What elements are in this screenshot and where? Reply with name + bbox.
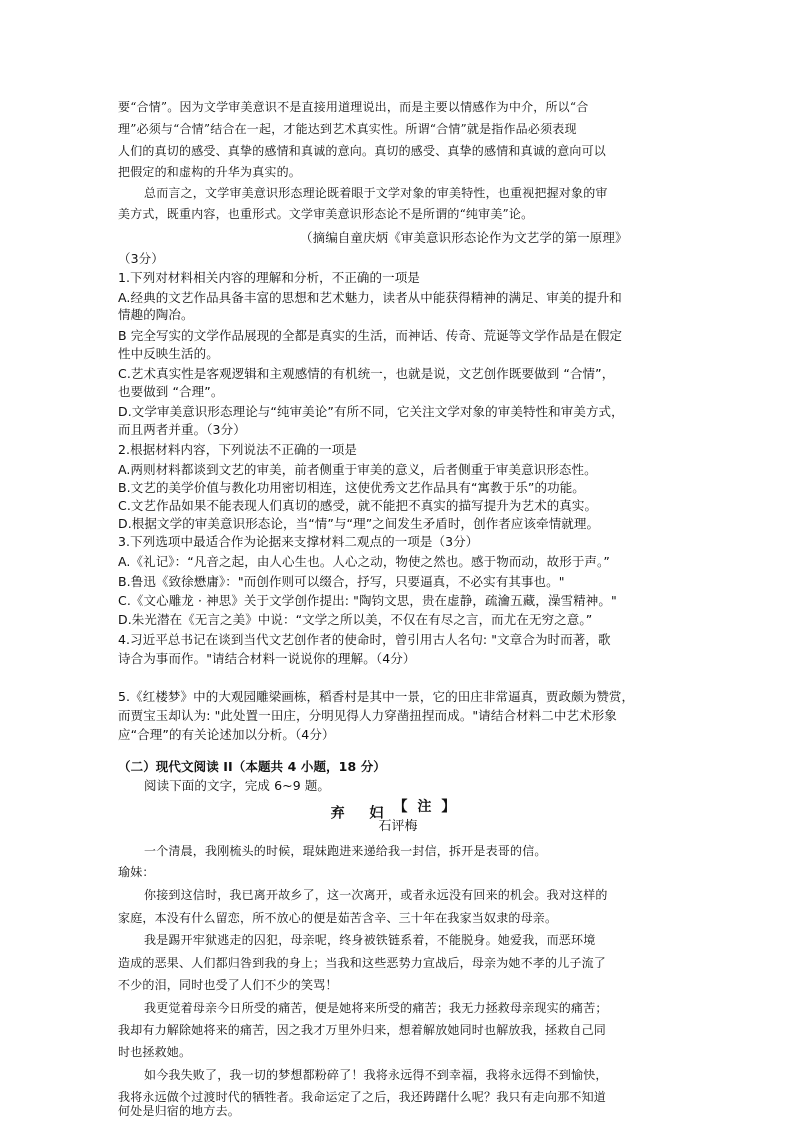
section2-heading: （二）现代文阅读 II（本题共 4 小题，18 分）	[118, 759, 386, 774]
question-line: 3.下列选项中最适合作为论据来支撑材料二观点的一项是（3分）	[118, 534, 479, 549]
story-line: 如今我失败了，我一切的梦想都粉碎了！我将永远得不到幸福，我将永远得不到愉快，	[144, 1068, 608, 1082]
question-line: B 完全写实的文学作品展现的全都是真实的生活，而神话、传奇、荒诞等文学作品是在假定	[118, 328, 623, 343]
passage1-line: 美方式，既重内容，也重形式。文学审美意识形态论不是所谓的“纯审美”论。	[118, 207, 534, 221]
story-title-note: 【注】	[393, 799, 466, 815]
story-line: 一个清晨，我刚梳头的时候，琨妹跑进来递给我一封信，拆开是表哥的信。	[144, 844, 547, 858]
story-line: 我是踢开牢狱逃走的囚犯，母亲呢，终身被铁链系着，不能脱身。她爱我，而恶环境	[144, 933, 596, 947]
question-line: C.艺术真实性是客观逻辑和主观感情的有机统一，也就是说，文艺创作既要做到 “合情”，	[118, 366, 615, 381]
story-line: 不少的泪，同时也受了人们不少的笑骂！	[118, 978, 338, 992]
story-line: 家庭，本没有什么留恋，所不放心的便是茹苦含辛、三十年在我家当奴隶的母亲。	[118, 911, 558, 925]
passage1-source: （摘编自童庆炳《审美意识形态论作为文艺学的第一原理》	[300, 230, 628, 245]
passage1-line: 人们的真切的感受、真挚的感情和真诚的意向。真切的感受、真挚的感情和真诚的意向可以	[118, 144, 607, 158]
story-line: 时也拯救她。	[118, 1045, 192, 1059]
question-line: A.经典的文艺作品具备丰富的思想和艺术魅力，读者从中能获得精神的满足、审美的提升和	[118, 290, 622, 305]
story-line: 造成的恶果、人们都归咎到我的身上；当我和这些恶势力宣战后，母亲为她不孝的儿子流了	[118, 956, 607, 970]
story-author: 石评梅	[378, 819, 418, 834]
story-line: 我却有力解除她将来的痛苦，因之我才万里外归来，想着解放她同时也解放我，拯救自己同	[118, 1023, 607, 1037]
passage1-line: 要“合情”。因为文学审美意识不是直接用道理说出，而是主要以情感作为中介，所以“合	[118, 100, 589, 114]
section2-instruction: 阅读下面的文字，完成 6~9 题。	[144, 778, 331, 793]
passage1-line: 总而言之，文学审美意识形态理论既着眼于文学对象的审美特性，也重视把握对象的审	[144, 186, 608, 200]
question-line: D.根据文学的审美意识形态论，当“情”与“理”之间发生矛盾时，创作者应该牵情就理。	[118, 516, 600, 531]
story-line: 我更觉着母亲今日所受的痛苦，便是她将来所受的痛苦；我无力拯救母亲现实的痛苦；	[144, 1001, 608, 1015]
question-line: B.鲁迅《致徐懋庸》："而创作则可以缀合，抒写，只要逼真，不必实有其事也。"	[118, 574, 565, 589]
story-line: 你接到这信时，我已离开故乡了，这一次离开，或者永远没有回来的机会。我对这样的	[144, 888, 608, 902]
question-line: 性中反映生活的。	[118, 346, 219, 361]
question5-line: 而贾宝玉却认为: "此处置一田庄，分明见得人力穿凿扭捏而成。"请结合材料二中艺术形象	[118, 708, 617, 723]
question-line: A.《礼记》：“凡音之起，由人心生也。人心之动，物使之然也。感于物而动，故形于声。”	[118, 554, 610, 569]
question5-line: 5.《红楼梦》中的大观园雕梁画栋，稻香村是其中一景，它的田庄非常逼真，贾政颇为赞赏，	[118, 689, 635, 704]
question-line: 诗合为事而作。"请结合材料一说说你的理解。（4分）	[118, 651, 416, 666]
question-line: 也要做到 “合理”。	[118, 384, 224, 399]
passage1-line: 理”必须与“合情”结合在一起，才能达到艺术真实性。所谓“合情”就是指作品必须表现	[118, 122, 577, 136]
story-line: 我将永远做个过渡时代的牺牲者。我命运定了之后，我还踌躇什么呢？我只有走向那不知道	[118, 1090, 607, 1104]
question-line: A.两则材料都谈到文艺的审美，前者侧重于审美的意义，后者侧重于审美意识形态性。	[118, 462, 597, 477]
question-line: B.文艺的美学价值与教化功用密切相连，这使优秀文艺作品具有“寓教于乐”的功能。	[118, 480, 585, 495]
story-title-text: 弃 妇	[330, 805, 394, 822]
passage1-line: 把假定的和虚构的升华为真实的。	[118, 165, 302, 179]
question-line: 4.习近平总书记在谈到当代文艺创作者的使命时，曾引用古人名句: "文章合为时而著，歌	[118, 632, 611, 647]
score-note: （3分）	[118, 251, 164, 266]
question-line: 而且两者并重。（3分）	[118, 422, 246, 437]
question-line: 1.下列对材料相关内容的理解和分析，不正确的一项是	[118, 270, 420, 285]
story-line: 何处是归宿的地方去。	[118, 1104, 241, 1118]
question-line: 2.根据材料内容，下列说法不正确的一项是	[118, 442, 357, 457]
story-line: 瑜妹：	[118, 865, 155, 879]
question-line: C.《文心雕龙 · 神思》关于文学创作提出: "陶钧文思，贵在虚静，疏瀹五藏，澡雪精神。"	[118, 593, 617, 608]
question-line: D.朱光潜在《无言之美》中说：“文学之所以美，不仅在有尽之言，而尤在无穷之意。”	[118, 612, 593, 627]
question-line: C.文艺作品如果不能表现人们真切的感受，就不能把不真实的描写提升为艺术的真实。	[118, 498, 598, 513]
question-line: 情趣的陶冶。	[118, 307, 194, 322]
question5-line: 应“合理”的有关论述加以分析。（4分）	[118, 727, 335, 742]
question-line: D.文学审美意识形态理论与“纯审美论”有所不同，它关注文学对象的审美特性和审美方式，	[118, 404, 624, 419]
